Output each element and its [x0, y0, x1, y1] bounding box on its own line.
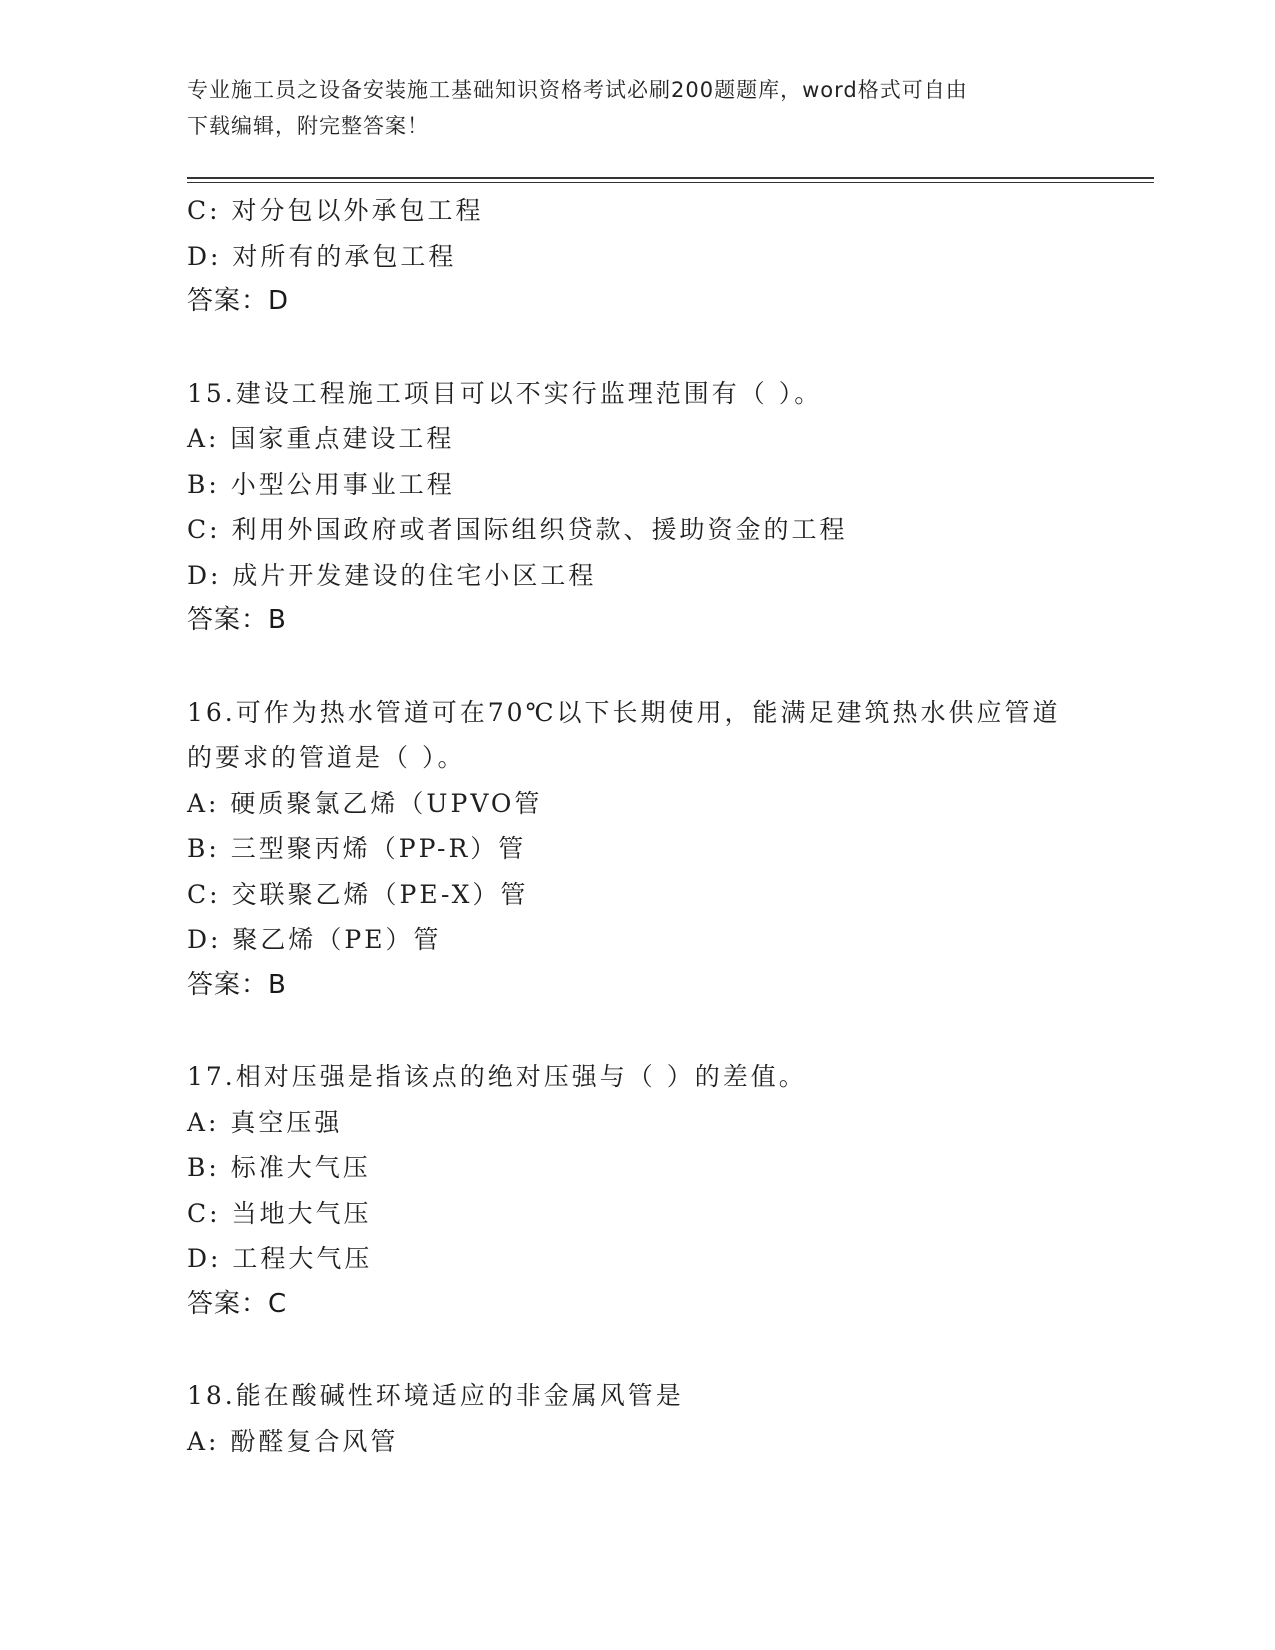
option-c: C: 利用外国政府或者国际组织贷款、援助资金的工程	[187, 515, 848, 544]
header-divider-thin	[187, 182, 1154, 183]
answer-line: 答案：B	[187, 605, 287, 635]
question-stem: 17.相对压强是指该点的绝对压强与（ ）的差值。	[187, 1062, 807, 1091]
header-divider-thick	[187, 177, 1154, 179]
option-c: C: 对分包以外承包工程	[187, 196, 484, 225]
option-a: A: 硬质聚氯乙烯（UPVO管	[187, 788, 543, 818]
question-16	[187, 690, 1147, 1009]
option-a: A: 真空压强	[187, 1107, 343, 1137]
spacer	[187, 644, 1147, 690]
question-list	[187, 188, 1147, 1464]
document-header	[187, 72, 1087, 144]
option-b: B: 小型公用事业工程	[187, 469, 455, 499]
option-a: A: 酚醛复合风管	[187, 1426, 399, 1456]
spacer	[187, 1008, 1147, 1054]
option-b: B: 标准大气压	[187, 1153, 371, 1182]
question-18	[187, 1373, 1147, 1464]
question-17	[187, 1054, 1147, 1327]
spacer	[187, 325, 1147, 371]
header-line-2: 下载编辑，附完整答案！	[187, 114, 429, 138]
answer-line: 答案：C	[187, 1288, 288, 1319]
question-stem: 15.建设工程施工项目可以不实行监理范围有（ ）。	[187, 378, 823, 408]
option-d: D: 工程大气压	[187, 1244, 373, 1273]
option-d: D: 聚乙烯（PE）管	[187, 925, 442, 954]
answer-line: 答案：D	[187, 286, 290, 316]
option-d: D: 成片开发建设的住宅小区工程	[187, 560, 597, 590]
spacer	[187, 1327, 1147, 1373]
answer-line: 答案：B	[187, 969, 287, 1000]
question-stem: 18.能在酸碱性环境适应的非金属风管是	[187, 1381, 684, 1410]
question-15	[187, 371, 1147, 644]
option-b: B: 三型聚丙烯（PP-R）管	[187, 834, 527, 863]
option-a: A: 国家重点建设工程	[187, 424, 455, 453]
option-d: D: 对所有的承包工程	[187, 241, 457, 271]
question-14-continuation	[187, 188, 1147, 325]
header-line-1: 专业施工员之设备安装施工基础知识资格考试必刷200题题库，word格式可自由	[187, 78, 968, 102]
question-stem: 16.可作为热水管道可在70℃以下长期使用，能满足建筑热水供应管道	[187, 697, 1061, 727]
question-stem-continued: 的要求的管道是（ ）。	[187, 743, 466, 772]
option-c: C: 交联聚乙烯（PE-X）管	[187, 879, 529, 909]
option-c: C: 当地大气压	[187, 1198, 372, 1228]
